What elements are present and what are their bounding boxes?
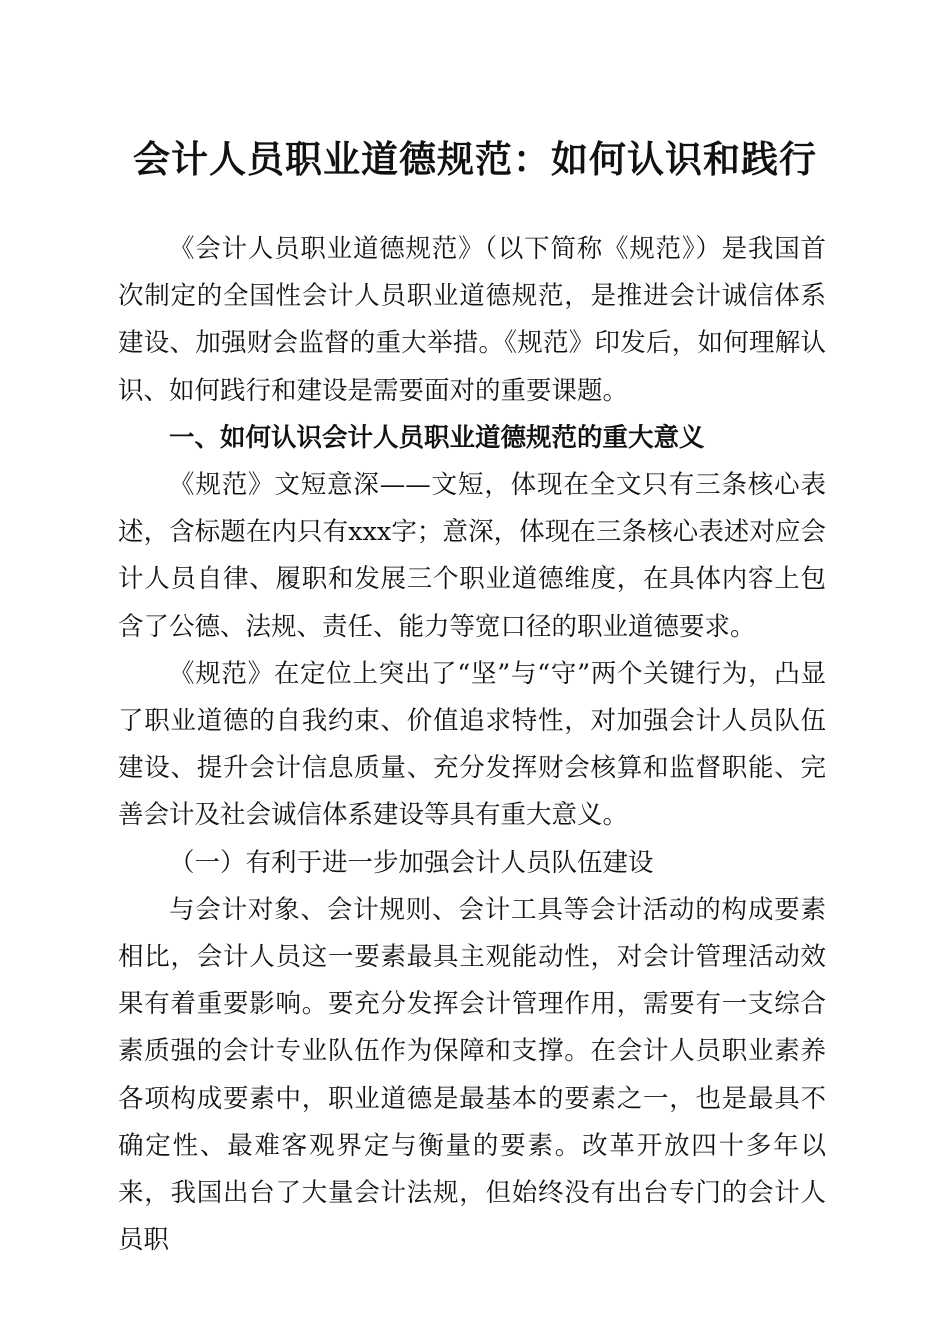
body-paragraph: 《规范》文短意深——文短，体现在全文只有三条核心表述，含标题在内只有xxx字；意深，体现在三条核心表述对应会计人员自律、履职和发展三个职业道德维度，在具体内容上包含了公德、法规、责任、能力等宽口径的职业道德要求。 xyxy=(118,470,826,642)
section-heading-1: 一、如何认识会计人员职业道德规范的重大意义 xyxy=(169,422,705,453)
intro-paragraph: 《会计人员职业道德规范》（以下简称《规范》）是我国首次制定的全国性会计人员职业道德规范，是推进会计诚信体系建设、加强财会监督的重大举措。《规范》印发后，如何理解认识、如何践行和建设是需要面对的重要课题。 xyxy=(118,234,826,406)
body-paragraph: 与会计对象、会计规则、会计工具等会计活动的构成要素相比，会计人员这一要素最具主观能动性，对会计管理活动效果有着重要影响。要充分发挥会计管理作用，需要有一支综合素质强的会计专业队伍作为保障和支撑。在会计人员职业素养各项构成要素中，职业道德是最基本的要素之一，也是最具不确定性、最难客观界定与衡量的要素。改革开放四十多年以来，我国出台了大量会计法规，但始终没有出台专门的会计人员职 xyxy=(118,894,826,1256)
subsection-heading-1: （一）有利于进一步加强会计人员队伍建设 xyxy=(169,847,654,878)
body-paragraph: 《规范》在定位上突出了“坚”与“守”两个关键行为，凸显了职业道德的自我约束、价值追求特性，对加强会计人员队伍建设、提升会计信息质量、充分发挥财会核算和监督职能、完善会计及社会诚信体系建设等具有重大意义。 xyxy=(118,658,826,831)
document-title: 会计人员职业道德规范：如何认识和践行 xyxy=(133,137,817,181)
document-body xyxy=(118,226,826,1264)
